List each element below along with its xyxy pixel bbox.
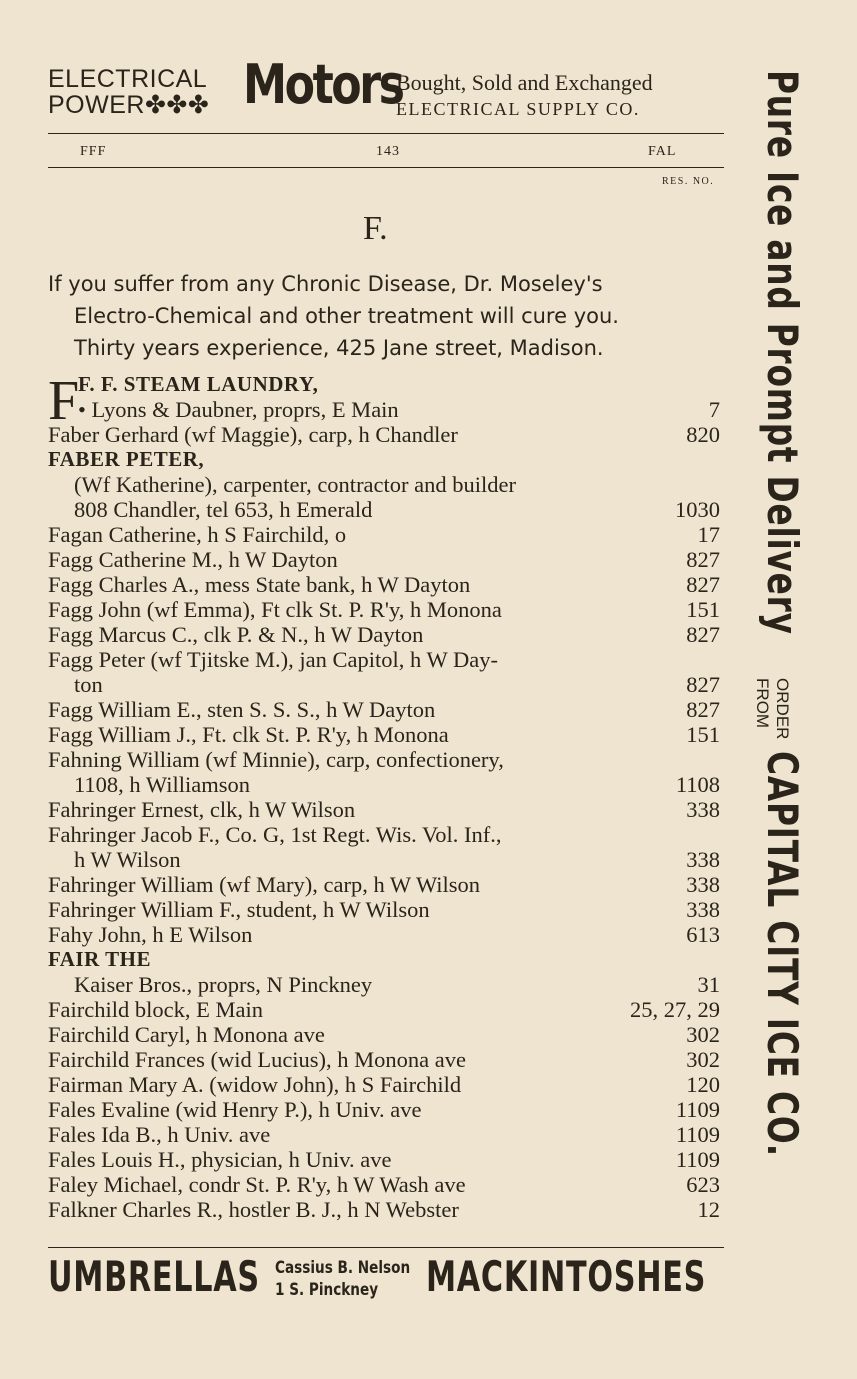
entry-res-number: 827	[686, 572, 720, 597]
directory-entry	[48, 797, 724, 822]
header-right	[396, 70, 653, 122]
entry-res-number: 12	[697, 1197, 720, 1222]
entry-text: F. F. STEAM LAUNDRY,	[78, 372, 319, 396]
header-motors: Motors	[243, 53, 403, 116]
entry-res-number: 338	[686, 797, 720, 822]
entry-res-number: 338	[686, 847, 720, 872]
entry-res-number: 151	[686, 597, 720, 622]
entry-res-number: 827	[686, 622, 720, 647]
entry-text: ton	[74, 672, 103, 697]
entry-text: Fagg John (wf Emma), Ft clk St. P. R'y, h Monona	[48, 597, 502, 622]
entry-res-number: 613	[686, 922, 720, 947]
directory-entry	[48, 947, 724, 972]
entry-res-number: 302	[686, 1022, 720, 1047]
directory-entry	[48, 722, 724, 747]
header-rule	[48, 133, 724, 134]
entry-res-number: 120	[686, 1072, 720, 1097]
directory-entry	[48, 847, 724, 872]
entry-text: Fahringer Ernest, clk, h W Wilson	[48, 797, 356, 822]
entry-res-number: 1030	[675, 497, 720, 522]
entry-text: Fahringer William (wf Mary), carp, h W Wilson	[48, 872, 481, 897]
directory-entry	[48, 522, 724, 547]
directory-entry	[48, 997, 724, 1022]
header-right-line2: ELECTRICAL SUPPLY CO.	[396, 99, 640, 119]
entry-res-number: 1109	[675, 1122, 720, 1147]
directory-entry	[48, 972, 724, 997]
directory-entry	[48, 547, 724, 572]
directory-entry	[48, 672, 724, 697]
page-number: 143	[376, 144, 400, 159]
entry-text: Fales Ida B., h Univ. ave	[48, 1122, 271, 1147]
directory-entry	[48, 372, 724, 397]
running-head-left: FFF	[80, 144, 107, 159]
directory-entry	[48, 772, 724, 797]
entry-text: Fahringer William F., student, h W Wilson	[48, 897, 430, 922]
footer-middle-line1: Cassius B. Nelson	[275, 1258, 411, 1278]
directory-entry	[48, 597, 724, 622]
header-left-line2: POWER✤✤✤	[48, 91, 210, 119]
advert-line1: If you suffer from any Chronic Disease, Dr. Moseley's	[48, 272, 603, 296]
directory-entry	[48, 747, 724, 772]
entry-text: Fahringer Jacob F., Co. G, 1st Regt. Wis. Vol. Inf.,	[48, 822, 502, 847]
directory-entry	[48, 1172, 724, 1197]
directory-entry	[48, 472, 724, 497]
footer-nelson	[275, 1257, 410, 1301]
entry-res-number: 151	[686, 722, 720, 747]
side-ad-part1: Pure Ice and Prompt Delivery	[758, 70, 807, 635]
directory-entry	[48, 1197, 724, 1222]
entry-text: Fales Evaline (wid Henry P.), h Univ. ave	[48, 1097, 422, 1122]
entry-text: (Wf Katherine), carpenter, contractor and builder	[74, 472, 516, 497]
directory-entry	[48, 1122, 724, 1147]
drop-cap: F	[48, 370, 80, 432]
entry-text: Fagg Charles A., mess State bank, h W Dayton	[48, 572, 471, 597]
directory-entry	[48, 447, 724, 472]
section-letter: F.	[363, 210, 388, 247]
directory-entry	[48, 397, 724, 422]
entry-text: h W Wilson	[74, 847, 181, 872]
entry-text: Fahy John, h E Wilson	[48, 922, 253, 947]
header-left-line1: ELECTRICAL	[48, 65, 208, 93]
entry-text: 808 Chandler, tel 653, h Emerald	[74, 497, 373, 522]
entry-res-number: 827	[686, 547, 720, 572]
entry-text: Faley Michael, condr St. P. R'y, h W Wash ave	[48, 1172, 466, 1197]
entry-text: Fagg William E., sten S. S. S., h W Dayton	[48, 697, 436, 722]
entry-text: 1108, h Williamson	[74, 772, 250, 797]
entry-text: Fairchild Caryl, h Monona ave	[48, 1022, 325, 1047]
entry-text: Falkner Charles R., hostler B. J., h N Webster	[48, 1197, 459, 1222]
entry-res-number: 302	[686, 1047, 720, 1072]
entry-text: Fairchild Frances (wid Lucius), h Monona ave	[48, 1047, 467, 1072]
entry-text: FAIR THE	[48, 947, 151, 971]
directory-entry	[48, 1022, 724, 1047]
column-label: RES. NO.	[662, 176, 715, 187]
directory-entry	[48, 697, 724, 722]
entry-res-number: 623	[686, 1172, 720, 1197]
directory-entry	[48, 872, 724, 897]
directory-entry	[48, 497, 724, 522]
entry-text: Fagg William J., Ft. clk St. P. R'y, h Monona	[48, 722, 449, 747]
directory-entry	[48, 1047, 724, 1072]
entry-text: Fagan Catherine, h S Fairchild, o	[48, 522, 347, 547]
side-ad-order-from	[752, 678, 792, 739]
side-ad-small-line1: ORDER	[772, 678, 792, 740]
entry-text: Fairchild block, E Main	[48, 997, 263, 1022]
entry-text: Faber Gerhard (wf Maggie), carp, h Chandler	[48, 422, 458, 447]
entry-res-number: 17	[697, 522, 720, 547]
entry-res-number: 31	[697, 972, 720, 997]
side-ad-small-line2: FROM	[752, 678, 772, 729]
directory-entry	[48, 1072, 724, 1097]
entry-res-number: 1109	[675, 1147, 720, 1172]
entry-text: Fales Louis H., physician, h Univ. ave	[48, 1147, 392, 1172]
side-ad-part2: CAPITAL CITY ICE CO.	[758, 751, 807, 1158]
running-head-rule	[48, 167, 724, 168]
directory-entry	[48, 922, 724, 947]
entry-res-number: 25, 27, 29	[630, 997, 720, 1022]
directory-entry	[48, 1097, 724, 1122]
directory-entries	[48, 372, 724, 1222]
directory-entry	[48, 897, 724, 922]
directory-entry	[48, 1147, 724, 1172]
directory-entry	[48, 572, 724, 597]
side-ice-advert	[754, 70, 810, 1310]
entry-res-number: 338	[686, 897, 720, 922]
entry-res-number: 827	[686, 697, 720, 722]
footer-rule	[48, 1247, 724, 1248]
entry-text: Fagg Marcus C., clk P. & N., h W Dayton	[48, 622, 424, 647]
entry-text: FABER PETER,	[48, 447, 205, 471]
moseley-advert	[48, 268, 728, 364]
header-electrical-power	[48, 66, 209, 118]
running-head-right: FAL	[648, 144, 677, 159]
entry-res-number: 7	[708, 397, 720, 422]
header-right-line1: Bought, Sold and Exchanged	[396, 70, 653, 95]
entry-text: • Lyons & Daubner, proprs, E Main	[78, 397, 399, 422]
entry-text: Fahning William (wf Minnie), carp, confectionery,	[48, 747, 504, 772]
entry-res-number: 827	[686, 672, 720, 697]
entry-text: Fairman Mary A. (widow John), h S Fairchild	[48, 1072, 462, 1097]
directory-entry	[48, 647, 724, 672]
footer-mackintoshes: MACKINTOSHES	[426, 1252, 707, 1301]
entry-text: Fagg Catherine M., h W Dayton	[48, 547, 338, 572]
footer-umbrellas: UMBRELLAS	[48, 1252, 260, 1301]
directory-entry	[48, 422, 724, 447]
entry-res-number: 820	[686, 422, 720, 447]
entry-text: Kaiser Bros., proprs, N Pinckney	[74, 972, 373, 997]
footer-middle-line2: 1 S. Pinckney	[275, 1280, 379, 1300]
entry-res-number: 1109	[675, 1097, 720, 1122]
directory-entry	[48, 622, 724, 647]
advert-line2: Electro-Chemical and other treatment will cure you.	[74, 304, 619, 328]
directory-entry	[48, 822, 724, 847]
entry-res-number: 1108	[675, 772, 720, 797]
entry-text: Fagg Peter (wf Tjitske M.), jan Capitol, h W Day-	[48, 647, 498, 672]
advert-line3: Thirty years experience, 425 Jane street, Madison.	[74, 336, 604, 360]
entry-res-number: 338	[686, 872, 720, 897]
